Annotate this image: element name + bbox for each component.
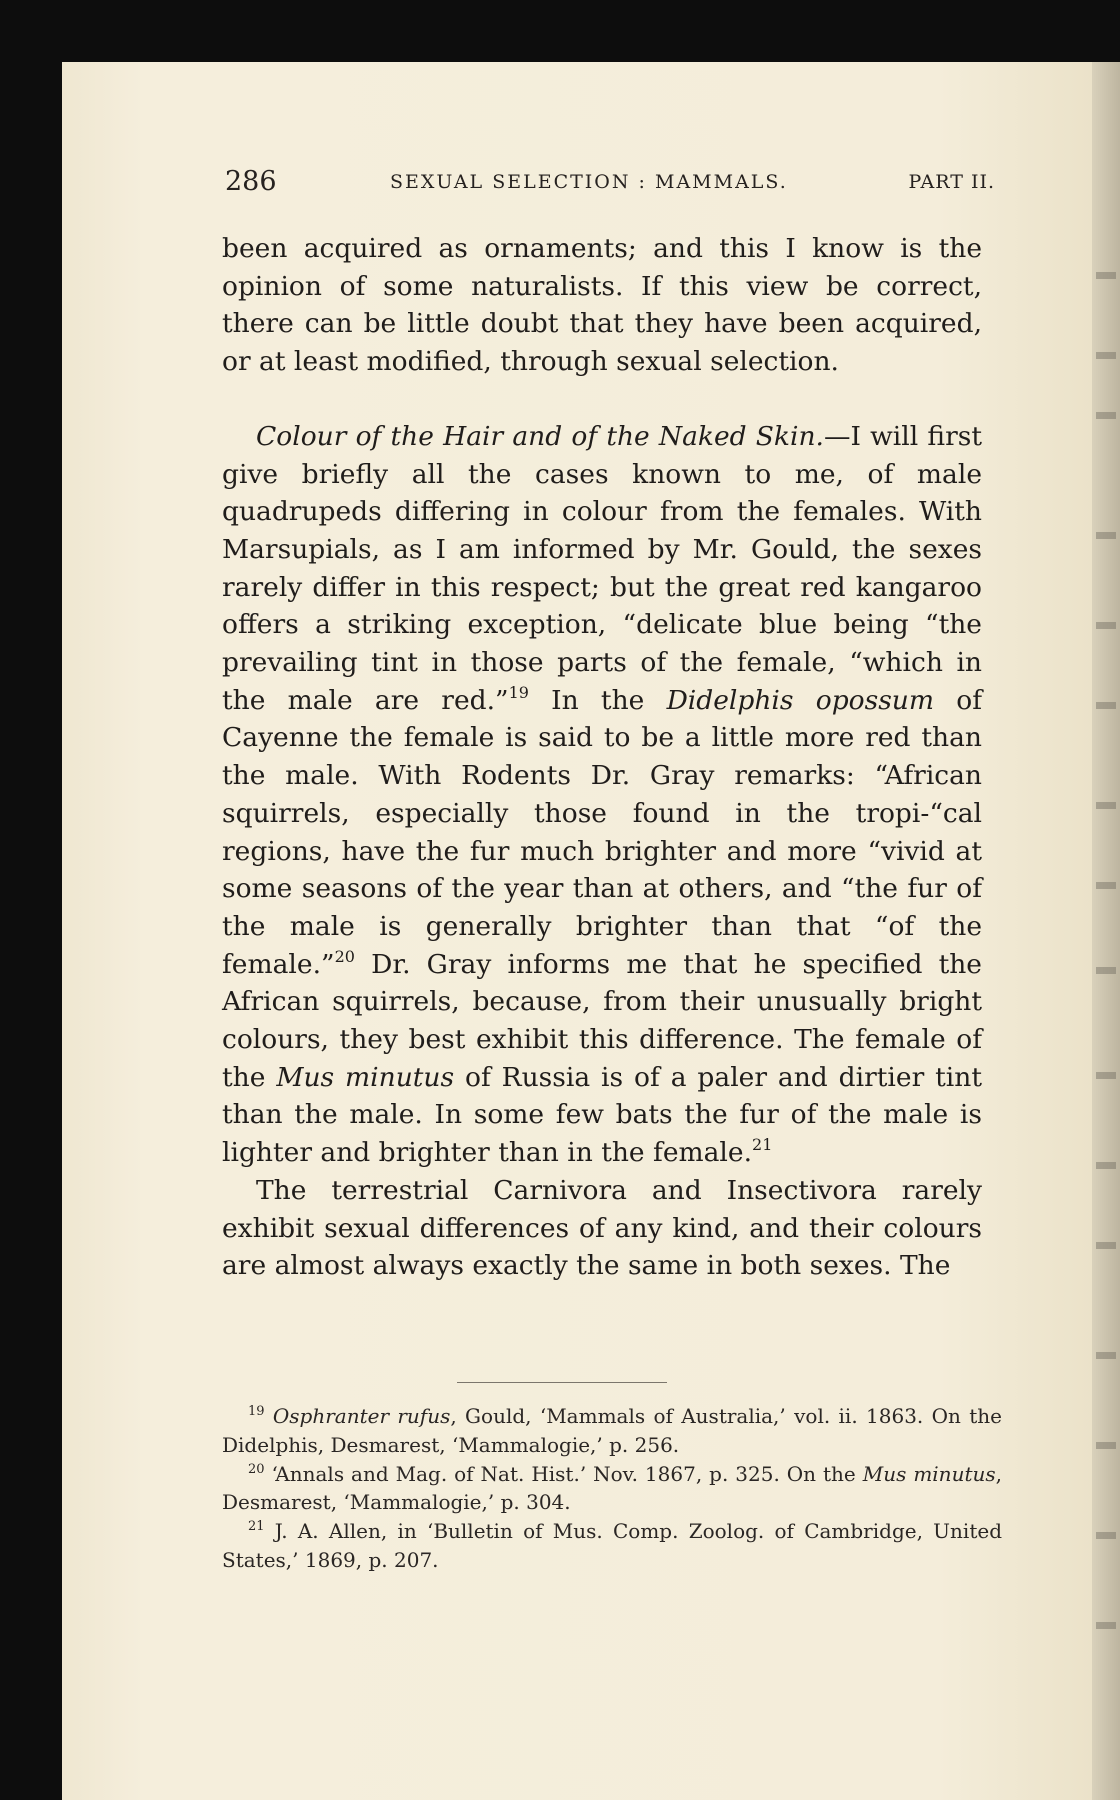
running-header — [225, 166, 995, 206]
page-number: 286 — [225, 166, 277, 197]
running-title: SEXUAL SELECTION : MAMMALS. — [390, 171, 788, 193]
footnote-ref-20: 20 — [334, 946, 355, 966]
part-label: PART II. — [908, 171, 995, 193]
section-heading: Colour of the Hair and of the Naked Skin. — [256, 420, 824, 452]
footnotes — [222, 1402, 1002, 1575]
footnote-divider — [457, 1382, 667, 1383]
footnote-ref-21: 21 — [752, 1135, 773, 1155]
footnote-19: $^{19}$ Osphranter rufus, Gould, ‘Mammals of Australia,’ vol. ii. 1863. On the Didelphis, Desmarest, ‘Mammalogie,’ p. 256. — [222, 1404, 1002, 1457]
footnote-ref-19: 19 — [508, 682, 529, 702]
footnote-21: $^{21}$ J. A. Allen, in ‘Bulletin of Mus. Comp. Zoolog. of Cambridge, United States,’ 1869, p. 207. — [222, 1519, 1002, 1572]
paragraph-1: been acquired as ornaments; and this I know is the opinion of some naturalists. If this view be correct, there can be little doubt that they have been acquired, or at least modified, through sexual selection. — [222, 233, 982, 378]
body-text — [222, 230, 982, 1285]
next-page-edge — [1092, 62, 1120, 1800]
paragraph-3: The terrestrial Carnivora and Insectivora rarely exhibit sexual differences of any kind, and their colours are almost always exactly the same in both sexes. The — [222, 1174, 982, 1282]
paragraph-2: Colour of the Hair and of the Naked Skin.—I will first give briefly all the cases known to me, of male quadrupeds differing in colour from the females. With Marsupials, as I am informed by Mr. Gould, the sexes rarely differ in this respect; but the great red kangaroo offers a striking exception, “delicate blue being “the prevailing tint in those parts of the female, “which in the male are red.”$^{19}$ In the Didelphis opossum of Cayenne the female is said to be a little more red than the male. With Rodents Dr. Gray remarks: “African squirrels, especially those found in the tropi-“cal regions, have the fur much brighter and more “vivid at some seasons of the year than at others, and “the fur of the male is generally brighter than that “of the female.”$^{20}$ Dr. Gray informs me that he specified the African squirrels, because, from their unusually bright colours, they best exhibit this difference. The female of the Mus minutus of Russia is of a paler and dirtier tint than the male. In some few bats the fur of the male is lighter and brighter than in the female.$^{21}$ — [222, 420, 983, 1169]
footnote-20: $^{20}$ ‘Annals and Mag. of Nat. Hist.’ Nov. 1867, p. 325. On the Mus minutus, Desmarest, ‘Mammalogie,’ p. 304. — [222, 1461, 1002, 1515]
